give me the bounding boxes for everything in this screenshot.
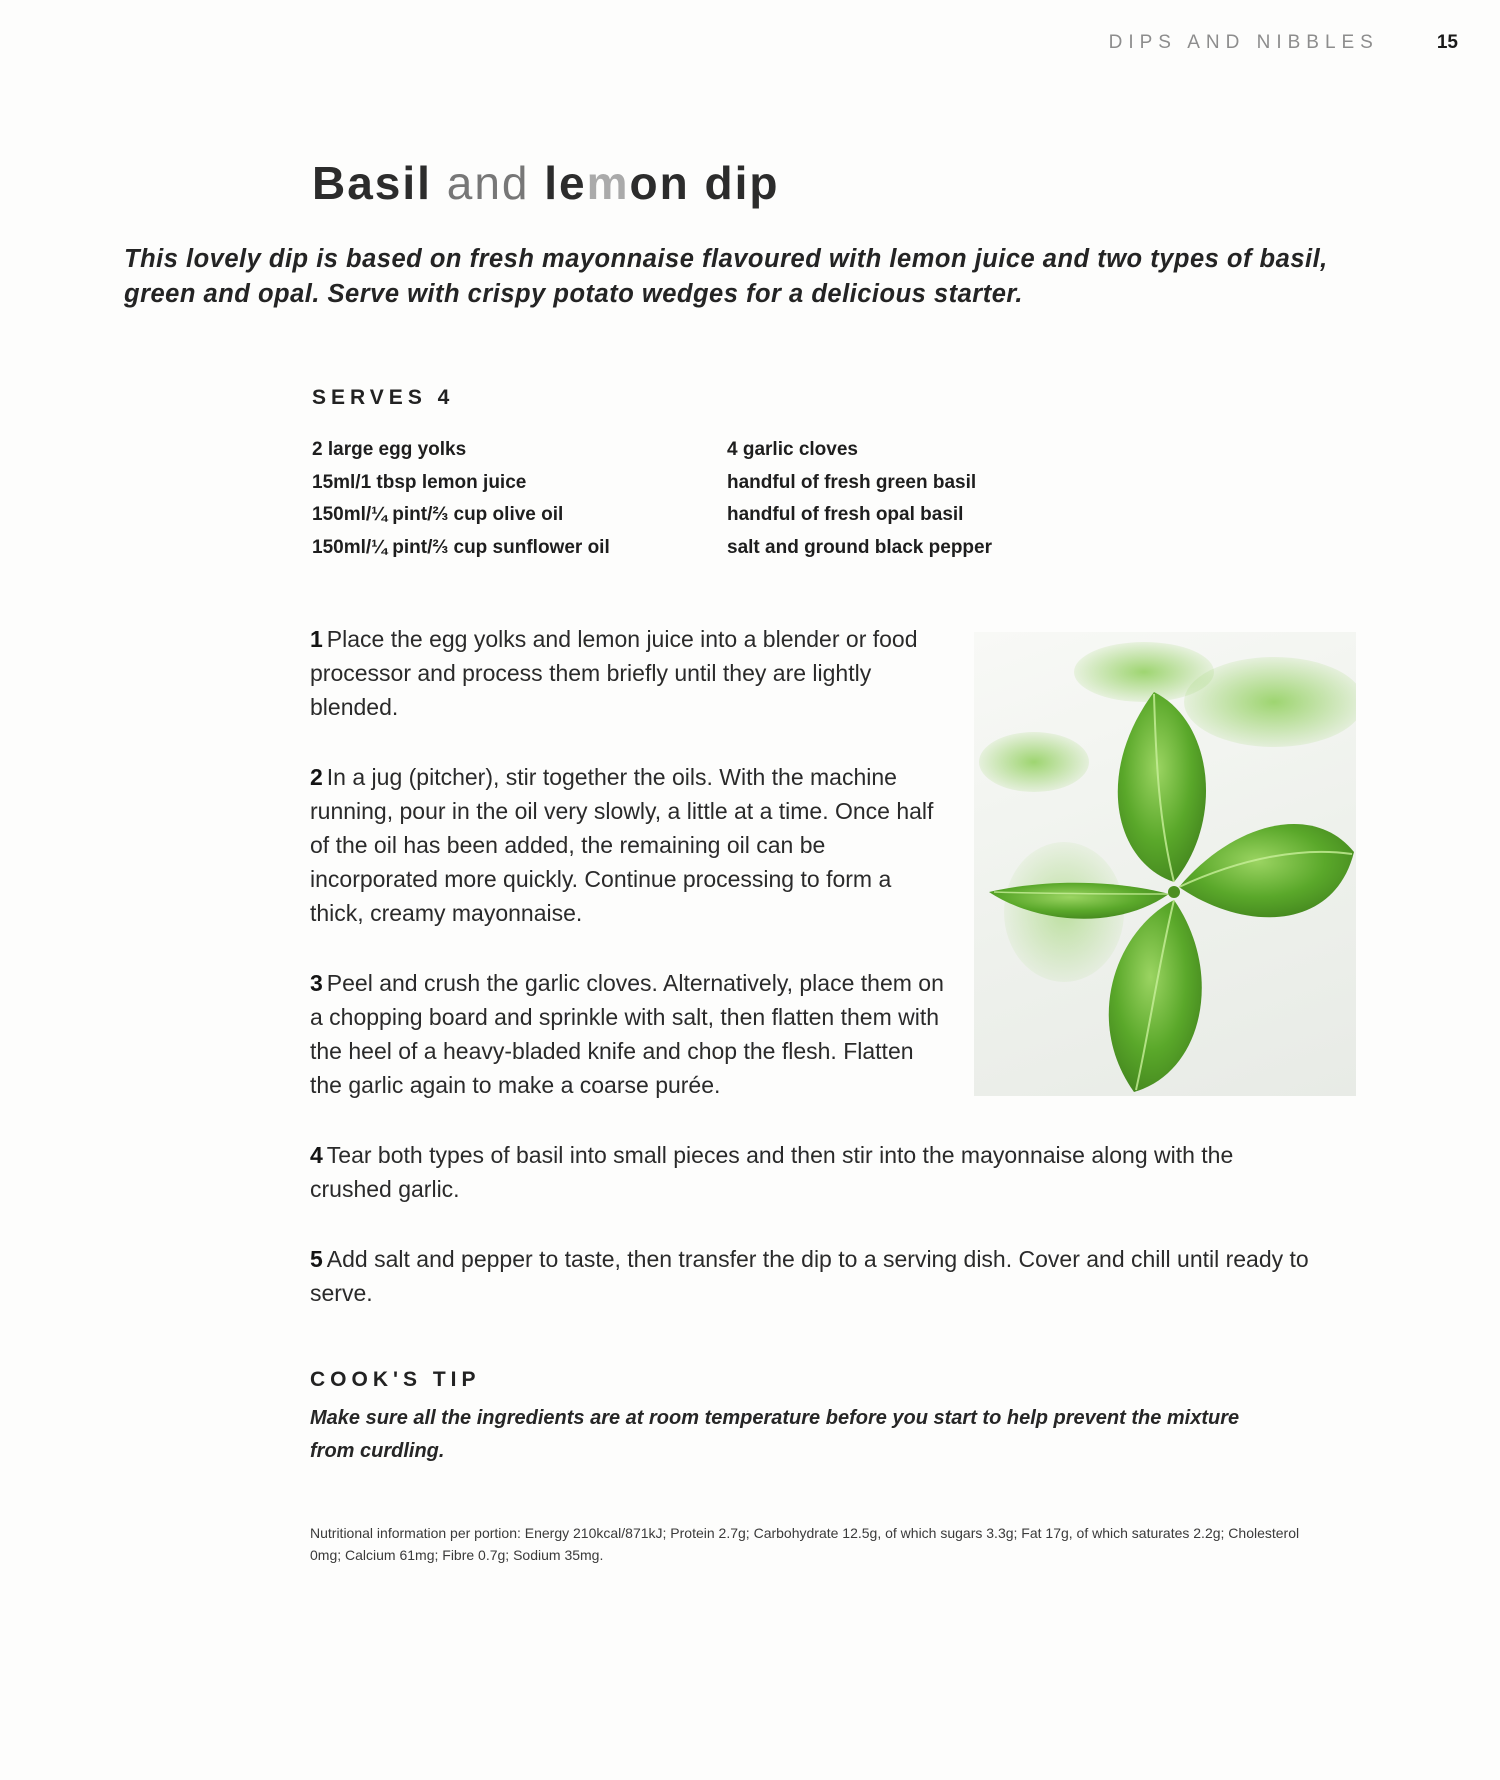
step-number: 5 <box>310 1246 323 1272</box>
ingredient-item: 15ml/1 tbsp lemon juice <box>312 471 527 493</box>
ingredient-item: 150ml/¼ pint/⅔ cup olive oil <box>312 504 564 525</box>
ingredient-item: salt and ground black pepper <box>727 536 992 558</box>
title-word-basil: Basil <box>312 157 432 209</box>
recipe-title <box>312 156 780 210</box>
title-letter-m: m <box>586 157 630 209</box>
ingredient-item: 4 garlic cloves <box>727 439 858 460</box>
ingredient-item: handful of fresh green basil <box>727 471 977 493</box>
ingredient-item: 150ml/¼ pint/⅔ cup sunflower oil <box>312 536 610 558</box>
title-word-and: and <box>446 157 530 209</box>
page-number: 15 <box>1436 32 1458 53</box>
ingredients-list-left <box>312 434 610 564</box>
title-word-on-dip: on dip <box>629 157 780 209</box>
ingredients-list-right <box>727 434 992 564</box>
method-step-1 <box>310 622 930 724</box>
method-step-3 <box>310 966 950 1102</box>
serves-heading: SERVES 4 <box>312 386 455 409</box>
recipe-intro: This lovely dip is based on fresh mayonnaise flavoured with lemon juice and two types of basil, green and opal. Serve with crispy potato wedges for a delicious starter. <box>124 245 1328 308</box>
basil-leaves-illustration <box>974 632 1356 1096</box>
cooks-tip-heading: COOK'S TIP <box>310 1368 481 1391</box>
method-step-5 <box>310 1242 1310 1310</box>
basil-photo <box>974 632 1356 1096</box>
step-text: In a jug (pitcher), stir together the oils. With the machine running, pour in the oil very slowly, a little at a time. Once half of the oil has been added, the remaining oil can be incorporated more quickly. Continue processing to form a thick, creamy mayonnaise. <box>310 764 934 926</box>
step-number: 2 <box>310 764 323 790</box>
step-number: 1 <box>310 626 323 652</box>
step-text: Place the egg yolks and lemon juice into a blender or food processor and process them briefly until they are lightly blended. <box>310 626 918 720</box>
cooks-tip-text: Make sure all the ingredients are at room temperature before you start to help prevent the mixture from curdling. <box>310 1407 1240 1462</box>
method-step-4 <box>310 1138 1310 1206</box>
nutrition-info: Nutritional information per portion: Energy 210kcal/871kJ; Protein 2.7g; Carbohydrate 12.5g, of which sugars 3.3g; Fat 17g, of which saturates 2.2g; Cholesterol 0mg; Calcium 61mg; Fibre 0.7g; Sodium 35mg. <box>310 1525 1300 1563</box>
section-name: DIPS AND NIBBLES <box>1108 32 1379 53</box>
title-word-le: le <box>544 157 587 209</box>
step-number: 4 <box>310 1142 323 1168</box>
ingredient-item: 2 large egg yolks <box>312 439 467 460</box>
step-number: 3 <box>310 970 323 996</box>
method-step-2 <box>310 760 950 930</box>
running-header <box>1109 32 1458 54</box>
step-text: Add salt and pepper to taste, then transfer the dip to a serving dish. Cover and chill until ready to serve. <box>310 1246 1309 1306</box>
ingredient-item: handful of fresh opal basil <box>727 504 964 525</box>
step-text: Tear both types of basil into small pieces and then stir into the mayonnaise along with the crushed garlic. <box>310 1142 1234 1202</box>
step-text: Peel and crush the garlic cloves. Alternatively, place them on a chopping board and sprinkle with salt, then flatten them with the heel of a heavy-bladed knife and chop the flesh. Flatten the garlic again to make a coarse purée. <box>310 970 944 1098</box>
